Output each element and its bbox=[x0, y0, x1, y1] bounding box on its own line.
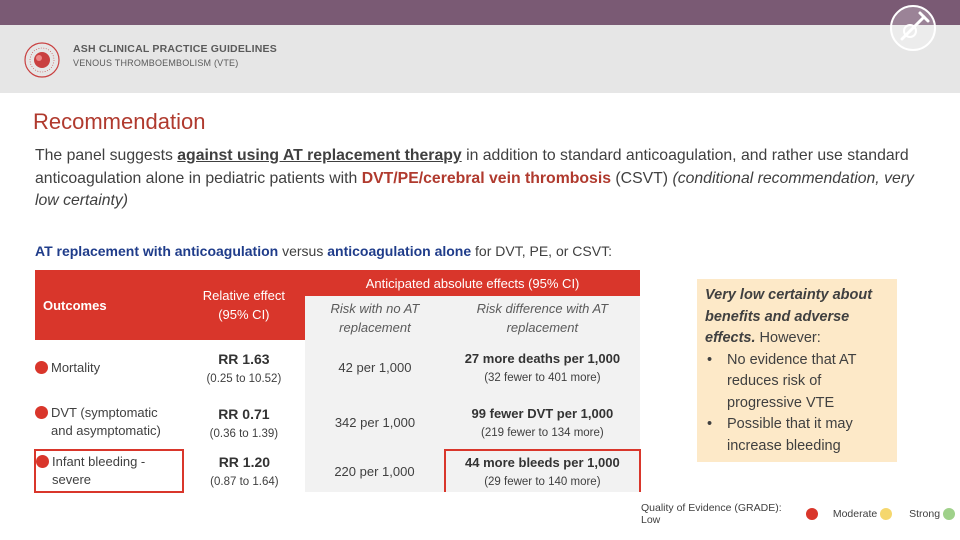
ash-seal-icon bbox=[15, 40, 65, 80]
relative-effect-ci: (0.36 to 1.39) bbox=[209, 427, 279, 440]
recommendation-text: The panel suggests against using AT replacement therapy in addition to standard anticoagulation, and rather use standard anticoagulation alone in pediatric patients with DVT/PE/cerebral vein thrombosis (CSVT) (conditional recommendation, very low certainty) bbox=[35, 147, 914, 209]
low-quality-dot bbox=[35, 361, 48, 374]
low-quality-dot bbox=[35, 406, 48, 419]
risk-difference-ci: (32 fewer to 401 more) bbox=[484, 372, 601, 384]
note-bullets bbox=[705, 350, 889, 458]
legend-moderate: Moderate bbox=[832, 508, 878, 520]
relative-effect: RR 1.20 bbox=[218, 454, 271, 470]
syringe-icon bbox=[890, 5, 936, 51]
risk-difference: 27 more deaths per 1,000 bbox=[464, 351, 621, 366]
legend-label: Quality of Evidence (GRADE): Low bbox=[641, 502, 782, 526]
low-quality-dot bbox=[36, 455, 49, 468]
moderate-dot-icon bbox=[880, 508, 892, 520]
recommendation-heading: Recommendation bbox=[33, 109, 206, 134]
risk-difference: 44 more bleeds per 1,000 bbox=[465, 455, 620, 470]
guideline-title: ASH CLINICAL PRACTICE GUIDELINES bbox=[73, 43, 277, 55]
relative-effect-ci: (0.25 to 10.52) bbox=[206, 372, 282, 385]
col-relative-effect: Relative effect (95% CI) bbox=[183, 270, 306, 340]
evidence-table bbox=[34, 270, 641, 493]
risk-difference-ci: (219 fewer to 134 more) bbox=[481, 426, 604, 439]
note-lead: Very low certainty about benefits and adverse effects. bbox=[705, 287, 873, 346]
relative-effect: RR 0.71 bbox=[218, 405, 270, 422]
risk-difference-ci: (29 fewer to 140 more) bbox=[484, 476, 601, 488]
outcome-cell: DVT (symptomatic and asymptomatic) bbox=[35, 404, 183, 440]
low-dot-icon bbox=[806, 508, 818, 520]
risk-difference: 99 fewer DVT per 1,000 bbox=[471, 405, 614, 421]
comparison-subtitle: AT replacement with anticoagulation versus anticoagulation alone for DVT, PE, or CSVT: bbox=[35, 243, 612, 259]
table-row bbox=[35, 450, 640, 492]
strong-dot-icon bbox=[943, 508, 955, 520]
col-anticipated-effects: Anticipated absolute effects (95% CI) bbox=[305, 270, 640, 296]
outcome-cell: Mortality bbox=[35, 359, 183, 377]
baseline-risk: 220 per 1,000 bbox=[305, 450, 445, 492]
legend-strong: Strong bbox=[909, 508, 941, 520]
top-bar bbox=[0, 0, 960, 25]
col-risk-without: Risk with no AT replacement bbox=[305, 296, 445, 340]
col-outcomes: Outcomes bbox=[35, 270, 183, 340]
grade-legend bbox=[641, 502, 960, 526]
list-item: • No evidence that AT reduces risk of progressive VTE bbox=[705, 350, 889, 415]
relative-effect-ci: (0.87 to 1.64) bbox=[210, 476, 279, 488]
baseline-risk: 42 per 1,000 bbox=[305, 340, 445, 395]
table-row bbox=[35, 395, 640, 450]
relative-effect: RR 1.63 bbox=[218, 350, 270, 367]
list-item: • Possible that it may increase bleeding bbox=[705, 414, 889, 457]
guideline-subtitle: VENOUS THROMBOEMBOLISM (VTE) bbox=[73, 58, 239, 68]
col-risk-difference: Risk difference with AT replacement bbox=[445, 296, 640, 340]
baseline-risk: 342 per 1,000 bbox=[305, 395, 445, 450]
table-row bbox=[35, 340, 640, 395]
certainty-note bbox=[697, 279, 897, 462]
note-however: However: bbox=[755, 330, 821, 346]
outcome-cell: Infant bleeding - severe bbox=[36, 453, 182, 489]
